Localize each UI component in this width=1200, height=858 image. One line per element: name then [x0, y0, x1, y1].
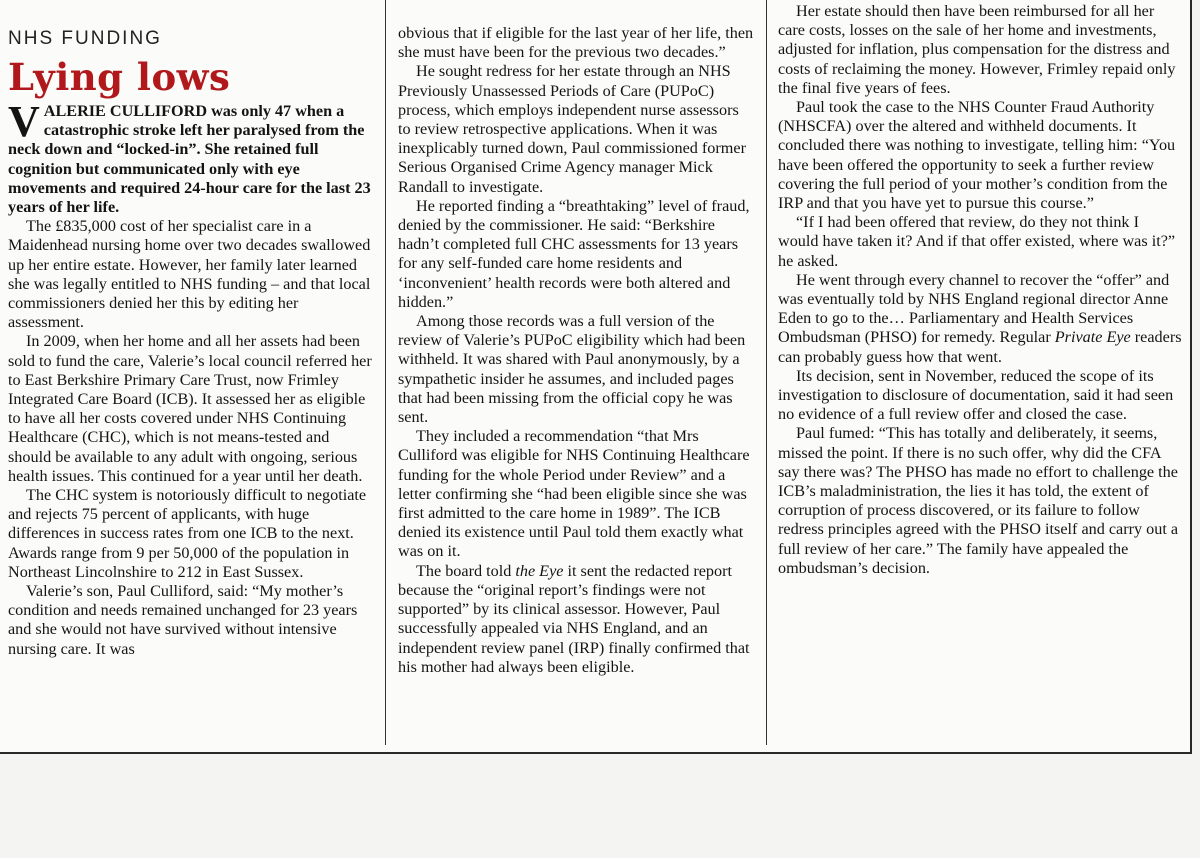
body-paragraph: “If I had been offered that review, do they not think I would have taken it? And if that offer existed, where was it?” he asked.: [778, 213, 1176, 270]
lead-text: was only 47 when a catastrophic stroke left her paralysed from the neck down and “locked-in”. She retained full cognition but communicated only with eye movements and required 24-hour care for the last 23 years of her life.: [8, 102, 371, 217]
body-paragraph: Paul took the case to the NHS Counter Fraud Authority (NHSCFA) over the altered and withheld documents. It concluded there was nothing to investigate, telling him: “You have been offered the opportunity to seek a further review covering the full period of your mother’s condition from the IRP and that you have yet to pursue this course.”: [778, 98, 1176, 213]
italic-run: the Eye: [515, 561, 564, 580]
body-paragraph: [398, 562, 754, 677]
column-divider: [766, 0, 767, 745]
article-column-1: [8, 28, 374, 659]
continued-paragraph: obvious that if eligible for the last year of her life, then she must have been for the previous two decades.”: [398, 24, 754, 62]
body-paragraph: He sought redress for her estate through an NHS Previously Unassessed Periods of Care (PUPoC) process, which employs independent nurse assessors to review retrospective applications. When it was inexplicably turned down, Paul commissioned former Serious Organised Crime Agency manager Mick Randall to investigate.: [398, 62, 746, 196]
text-run: He went through every channel to recover the “offer” and was eventually told by NHS England regional director Anne Eden to go to the… Parliamentary and Health Services Ombudsman (PHSO) for remedy. Regular: [778, 270, 1170, 347]
drop-cap: V: [8, 97, 40, 146]
body-paragraph: Her estate should then have been reimbursed for all her care costs, losses on the sale of her home and investments, adjusted for inflation, plus compensation for the distress and costs of reclaiming the money. However, Frimley repaid only the final five years of fees.: [778, 2, 1176, 97]
body-paragraph: In 2009, when her home and all her assets had been sold to fund the care, Valerie’s local council referred her to East Berkshire Primary Care Trust, now Frimley Integrated Care Board (ICB). It assessed her as eligible to have all her costs covered under NHS Continuing Healthcare (CHC), which is not means-tested and should be available to any adult with ongoing, serious health issues. This continued for a year until her death.: [8, 332, 372, 485]
body-paragraph: The CHC system is notoriously difficult to negotiate and rejects 75 percent of applicants, with huge differences in success rates from one ICB to the next. Awards range from 9 per 50,000 of the population in Northeast Lincolnshire to 212 in East Sussex.: [8, 486, 367, 581]
body-paragraph: Its decision, sent in November, reduced the scope of its investigation to disclosure of documentation, said it had seen no evidence of a full review offer and closed the case.: [778, 366, 1174, 424]
article-column-2: [398, 24, 754, 677]
section-label: NHS FUNDING: [8, 28, 162, 49]
body-paragraph: Among those records was a full version of the review of Valerie’s PUPoC eligibility which had been withheld. It was shared with Paul anonymously, by a sympathetic insider he assumes, and included pages that had been missing from the official copy he was sent.: [398, 312, 746, 427]
italic-run: Private Eye: [1054, 328, 1131, 347]
text-run: The board told: [416, 561, 516, 580]
article-column-3: [778, 2, 1183, 578]
text-run: readers can probably guess how that went.: [778, 328, 1182, 366]
headline: Lying lows: [8, 55, 231, 99]
lead-name: ALERIE CULLIFORD: [43, 102, 208, 120]
body-paragraph: Valerie’s son, Paul Culliford, said: “My mother’s condition and needs remained unchanged for 23 years and she would not have survived without intensive nursing care. It was: [8, 582, 358, 658]
body-paragraph: [778, 271, 1183, 367]
body-paragraph: Paul fumed: “This has totally and deliberately, it seems, missed the point. If there is no such offer, why did the CFA say there was? The PHSO has made no effort to challenge the ICB’s maladministration, the lies it has told, the extent of corruption of process discovered, or its failure to follow redress principles agreed with the PHSO itself and carry out a full review of her care.” The family have appealed the ombudsman’s decision.: [778, 424, 1179, 577]
lead-paragraph: [8, 97, 374, 217]
column-divider: [385, 0, 386, 745]
body-paragraph: The £835,000 cost of her specialist care in a Maidenhead nursing home over two decades swallowed up her entire estate. However, her family later learned she was legally entitled to NHS funding – and that local commissioners denied her this by editing her assessment.: [8, 217, 371, 332]
text-run: it sent the redacted report because the “original report’s findings were not supported” by its clinical assessor. However, Paul successfully appealed via NHS England, and an independent review panel (IRP) finally confirmed that his mother had always been eligible.: [398, 561, 750, 676]
body-paragraph: He reported finding a “breathtaking” level of fraud, denied by the commissioner. He said: “Berkshire hadn’t completed full CHC assessments for 13 years for any self-funded care home residents and ‘inconvenient’ health records were both altered and hidden.”: [398, 196, 750, 311]
body-paragraph: They included a recommendation “that Mrs Culliford was eligible for NHS Continuing Healthcare funding for the whole Period under Review” and a letter confirming she “had been eligible since she was first admitted to the care home in 1989”. The ICB denied its existence until Paul told them exactly what was on it.: [398, 427, 750, 561]
